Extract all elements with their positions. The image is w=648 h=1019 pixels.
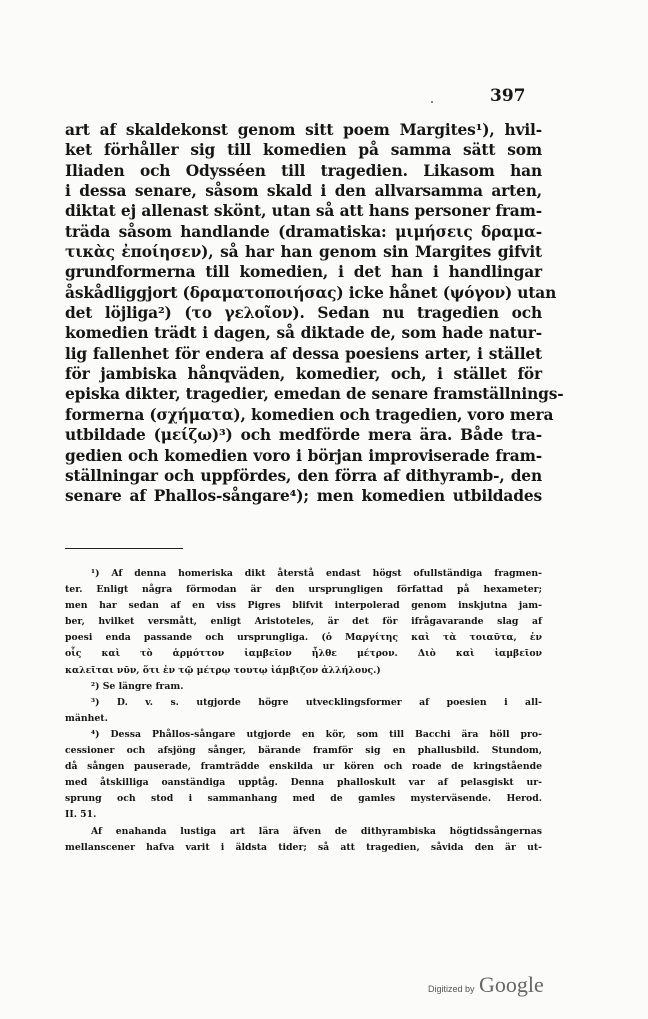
text-line: komedien trädt i dagen, så diktade de, som hade natur- (65, 324, 542, 343)
footnote-line: mänhet. (65, 712, 108, 724)
text-line: grundformerna till komedien, i det han i handlingar (65, 263, 542, 282)
text-line: diktat ej allenast skönt, utan så att hans personer fram- (65, 202, 542, 221)
google-logo: Google (478, 972, 544, 997)
text-line: lig fallenhet för endera af dessa poesiens arter, i stället (65, 344, 542, 363)
main-text (65, 120, 564, 507)
footnote-line: mellanscener hafva varit i äldsta tider; så att tragedien, såvida den är ut- (65, 841, 542, 853)
footnote-line: Af enahanda lustiga art lära äfven de dithyrambiska högtidssångernas (91, 825, 542, 837)
footnote-line: sprung och stod i sammanhang med de gamles mysterväsende. Herod. (65, 793, 542, 805)
text-line: åskådliggjort (δραματοποιήσας) icke hånet (ψόγον) utan (65, 283, 557, 302)
text-line: ket förhåller sig till komedien på samma sätt som (65, 141, 542, 160)
footnote-line: poesi enda passande och ursprungliga. (ὁ Μαργίτης καὶ τὰ τοιαῦτα, ἐν (65, 632, 542, 644)
watermark-small-text: Digitized by (428, 984, 475, 994)
text-line: ställningar och uppfördes, den förra af dithyramb-, den (65, 466, 542, 485)
footnote-line: ⁴) Dessa Phållos-sångare utgjorde en kör, som till Bacchi ära höll pro- (91, 728, 542, 740)
digitized-watermark (428, 972, 544, 998)
footnote-line: men har sedan af en viss Pigres blifvit interpolerad genom inskjutna jam- (65, 600, 542, 612)
stray-mark (431, 101, 433, 103)
text-line: för jambiska hånqväden, komedier, och, i stället för (65, 365, 542, 384)
footnote-line: ber, hvilket versmått, enligt Aristoteles, är det för ifrågavarande slag af (65, 616, 542, 628)
text-line: i dessa senare, såsom skald i den allvarsamma arten, (65, 182, 542, 201)
footnote-line: då sången pauserade, framträdde enskilda ur kören och roade de kringstående (65, 761, 542, 773)
footnote-line: ³) D. v. s. utgjorde högre utvecklingsformer af poesien i all- (91, 696, 542, 708)
footnote-line: καλεῖται νῦν, ὅτι ἐν τῷ μέτρῳ τουτῳ ἰάμβιζον ἀλλήλους.) (65, 664, 381, 676)
text-line: τικὰς ἐποίησεν), så har han genom sin Margites gifvit (65, 243, 542, 262)
footnote-line: II. 51. (65, 809, 97, 821)
footnotes (65, 566, 542, 856)
text-line: träda såsom handlande (dramatiska: μιμήσεις δραμα- (65, 222, 542, 241)
footnote-line: ²) Se längre fram. (91, 680, 184, 692)
footnote-line: ¹) Af denna homeriska dikt återstå endast högst ofullständiga fragmen- (91, 568, 542, 579)
footnote-line: med åtskilliga oanständiga upptåg. Denna phalloskult var af pelasgiskt ur- (65, 777, 542, 789)
text-line: senare af Phallos-sångare⁴); men komedien utbildades (65, 487, 542, 506)
footnote-line: ter. Enligt några förmodan är den ursprungligen författad på hexameter; (65, 584, 542, 596)
text-line: art af skaldekonst genom sitt poem Margites¹), hvil- (65, 121, 542, 139)
text-line: det löjliga²) (το γελοῖον). Sedan nu tragedien och (65, 304, 542, 323)
page-number: 397 (490, 86, 526, 106)
text-line: utbildade (μείζω)³) och medförde mera ära. Både tra- (65, 426, 542, 445)
text-line: formerna (σχήματα), komedien och tragedien, voro mera (65, 405, 554, 424)
text-line: gedien och komedien voro i början improviserade fram- (65, 446, 542, 465)
text-line: Iliaden och Odysséen till tragedien. Likasom han (65, 161, 542, 180)
footnote-line: cessioner och afsjöng sånger, bärande framför sig en phallusbild. Stundom, (65, 745, 542, 757)
footnote-line: οἷς καὶ τὸ ἁρμόττον ἰαμβεῖον ἦλθε μέτρον. Διὸ καὶ ἰαμβεῖον (65, 648, 542, 660)
footnote-divider (65, 548, 183, 549)
text-line: episka dikter, tragedier, emedan de senare framställnings- (65, 385, 564, 404)
